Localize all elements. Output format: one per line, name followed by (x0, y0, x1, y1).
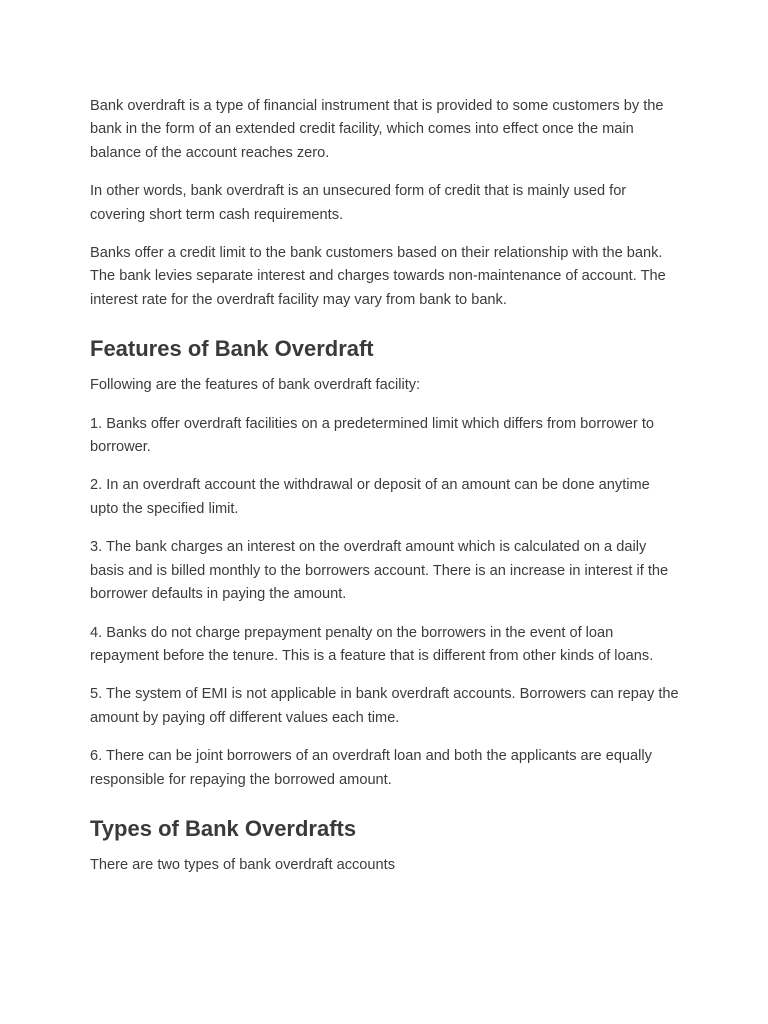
feature-item-1: 1. Banks offer overdraft facilities on a predetermined limit which differs from borrower to borrower. (90, 415, 654, 456)
document-page (90, 95, 680, 892)
intro-paragraph-3: Banks offer a credit limit to the bank customers based on their relationship with the bank. The bank levies separate interest and charges towards non-maintenance of account. The interest rate for the overdraft facility may vary from bank to bank. (90, 245, 666, 308)
intro-paragraph-1: Bank overdraft is a type of financial instrument that is provided to some customers by the bank in the form of an extended credit facility, which comes into effect once the main balance of the account reaches zero. (90, 98, 664, 161)
features-lead: Following are the features of bank overdraft facility: (90, 377, 421, 394)
intro-paragraph-2: In other words, bank overdraft is an unsecured form of credit that is mainly used for covering short term cash requirements. (90, 183, 627, 223)
feature-item-5: 5. The system of EMI is not applicable in bank overdraft accounts. Borrowers can repay the amount by paying off different values each time. (90, 686, 679, 726)
feature-item-2: 2. In an overdraft account the withdrawal or deposit of an amount can be done anytime upto the specified limit. (90, 477, 650, 517)
feature-item-4: 4. Banks do not charge prepayment penalty on the borrowers in the event of loan repayment before the tenure. This is a feature that is different from other kinds of loans. (90, 624, 654, 664)
types-lead: There are two types of bank overdraft accounts (90, 856, 396, 873)
features-heading: Features of Bank Overdraft (90, 336, 374, 362)
types-heading: Types of Bank Overdrafts (90, 815, 357, 841)
feature-item-3: 3. The bank charges an interest on the overdraft amount which is calculated on a daily basis and is billed monthly to the borrowers account. There is an increase in interest if the borrower defaults in paying the amount. (90, 539, 669, 603)
feature-item-6: 6. There can be joint borrowers of an overdraft loan and both the applicants are equally responsible for repaying the borrowed amount. (90, 748, 652, 788)
